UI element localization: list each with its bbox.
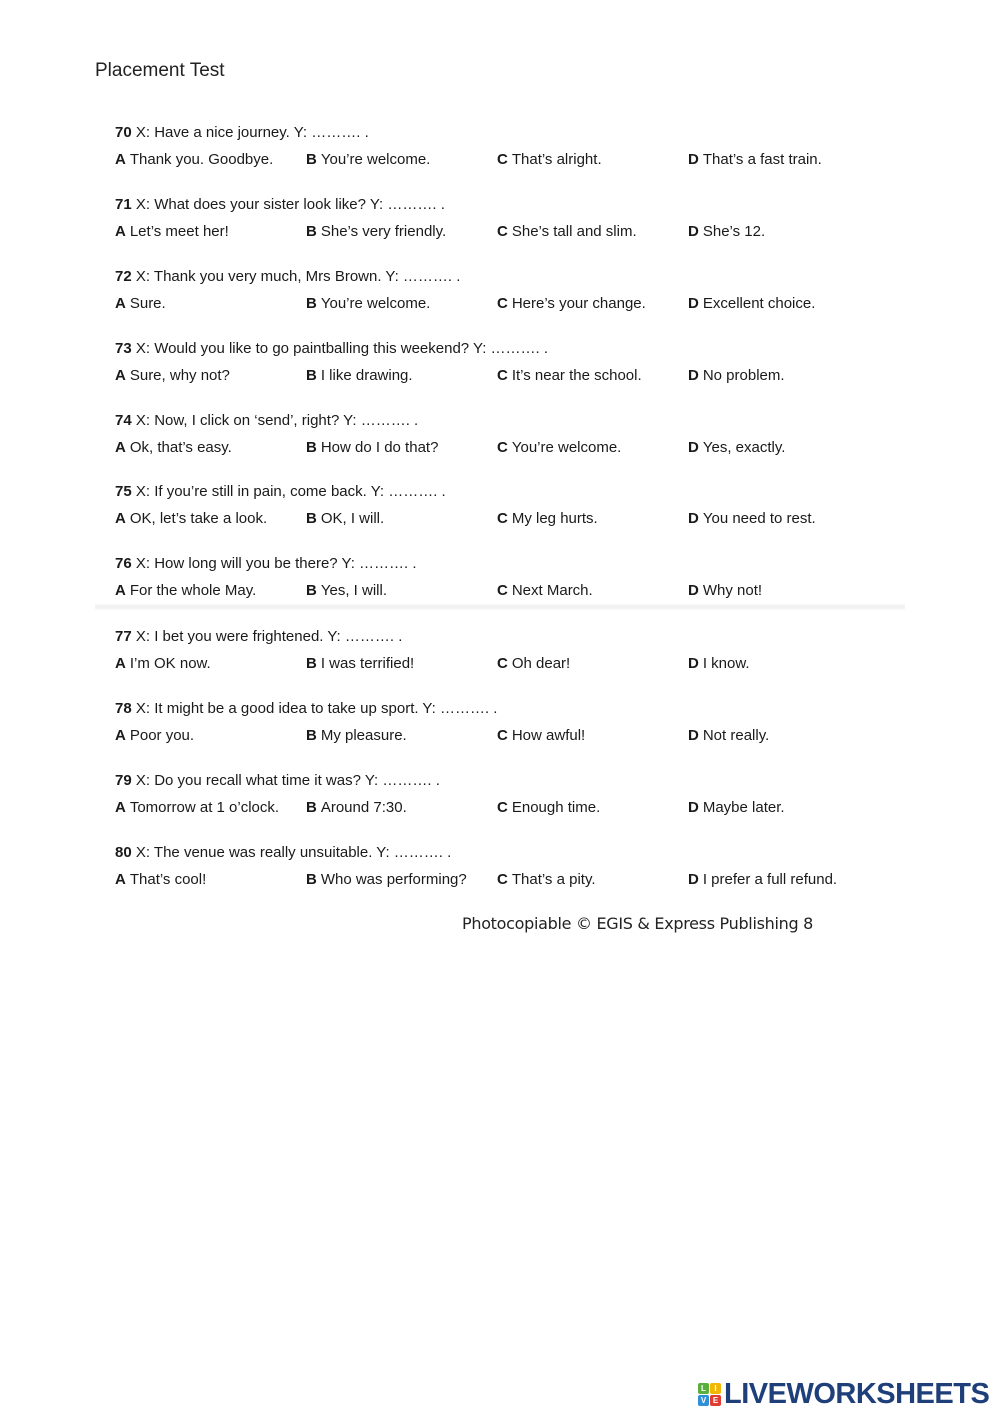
page-divider xyxy=(95,604,905,610)
option-text: Ok, that’s easy. xyxy=(129,439,232,456)
option-text: Thank you. Goodbye. xyxy=(129,151,274,168)
answer-option[interactable] xyxy=(306,655,414,672)
option-letter: C xyxy=(497,439,508,456)
question-prompt xyxy=(115,844,451,861)
question-prompt xyxy=(115,412,418,429)
answer-option[interactable] xyxy=(115,367,230,384)
question-number: 79 xyxy=(115,772,132,789)
logo-badge-letter: I xyxy=(710,1383,721,1394)
option-letter: A xyxy=(115,439,126,456)
question-prompt xyxy=(115,700,497,717)
logo-badge-letter: V xyxy=(698,1395,709,1406)
option-text: That’s a pity. xyxy=(511,871,596,888)
question-text: X: I bet you were frightened. Y: ………. . xyxy=(135,628,403,645)
answer-option[interactable] xyxy=(497,151,602,168)
question-number: 75 xyxy=(115,483,132,500)
answer-option[interactable] xyxy=(115,727,194,744)
question-text: X: Would you like to go paintballing this weekend? Y: ………. . xyxy=(135,340,549,357)
answer-option[interactable] xyxy=(688,510,816,527)
option-text: It’s near the school. xyxy=(511,367,642,384)
option-letter: D xyxy=(688,151,699,168)
question-prompt xyxy=(115,124,369,141)
question-number: 71 xyxy=(115,196,132,213)
option-text: How awful! xyxy=(511,727,586,744)
option-text: No problem. xyxy=(702,367,785,384)
option-letter: D xyxy=(688,439,699,456)
option-letter: B xyxy=(306,223,317,240)
question-item xyxy=(115,412,895,472)
question-item xyxy=(115,340,895,400)
option-text: You need to rest. xyxy=(702,510,816,527)
option-letter: A xyxy=(115,367,126,384)
question-number: 72 xyxy=(115,268,132,285)
answer-option[interactable] xyxy=(115,295,166,312)
logo-wordmark: LIVEWORKSHEETS xyxy=(724,1378,990,1410)
answer-option[interactable] xyxy=(115,151,273,168)
option-text: For the whole May. xyxy=(129,582,257,599)
answer-option[interactable] xyxy=(306,439,438,456)
option-letter: B xyxy=(306,871,317,888)
question-text: X: The venue was really unsuitable. Y: ………. . xyxy=(135,844,452,861)
option-letter: A xyxy=(115,871,126,888)
option-letter: C xyxy=(497,655,508,672)
answer-option[interactable] xyxy=(115,223,229,240)
option-letter: C xyxy=(497,367,508,384)
option-letter: A xyxy=(115,510,126,527)
option-text: OK, let’s take a look. xyxy=(129,510,268,527)
option-letter: B xyxy=(306,367,317,384)
answer-option[interactable] xyxy=(306,367,413,384)
option-text: Next March. xyxy=(511,582,593,599)
option-text: Enough time. xyxy=(511,799,601,816)
option-letter: D xyxy=(688,295,699,312)
answer-option[interactable] xyxy=(688,367,785,384)
question-text: X: It might be a good idea to take up sport. Y: ………. . xyxy=(135,700,498,717)
option-text: Yes, I will. xyxy=(320,582,387,599)
option-letter: A xyxy=(115,151,126,168)
answer-option[interactable] xyxy=(497,871,596,888)
answer-option[interactable] xyxy=(497,223,637,240)
option-text: I was terrified! xyxy=(320,655,415,672)
option-text: Sure. xyxy=(129,295,166,312)
option-text: That’s cool! xyxy=(129,871,207,888)
option-text: I know. xyxy=(702,655,750,672)
option-text: She’s 12. xyxy=(702,223,766,240)
question-number: 73 xyxy=(115,340,132,357)
answer-option[interactable] xyxy=(306,871,467,888)
question-text: X: Thank you very much, Mrs Brown. Y: ………. . xyxy=(135,268,461,285)
question-item xyxy=(115,628,895,688)
option-letter: C xyxy=(497,871,508,888)
copyright-footer: Photocopiable © EGIS & Express Publishing 8 xyxy=(462,914,813,933)
question-prompt xyxy=(115,340,548,357)
question-number: 74 xyxy=(115,412,132,429)
question-item xyxy=(115,844,895,904)
option-text: My pleasure. xyxy=(320,727,407,744)
answer-option[interactable] xyxy=(688,655,750,672)
option-text: She’s very friendly. xyxy=(320,223,447,240)
answer-option[interactable] xyxy=(688,151,822,168)
option-letter: C xyxy=(497,295,508,312)
answer-option[interactable] xyxy=(306,582,387,599)
option-text: Here’s your change. xyxy=(511,295,646,312)
question-prompt xyxy=(115,483,446,500)
option-text: Oh dear! xyxy=(511,655,571,672)
page-title: Placement Test xyxy=(95,60,225,81)
answer-option[interactable] xyxy=(306,510,384,527)
option-letter: D xyxy=(688,223,699,240)
option-text: Excellent choice. xyxy=(702,295,816,312)
answer-option[interactable] xyxy=(497,582,593,599)
answer-option[interactable] xyxy=(306,223,446,240)
question-prompt xyxy=(115,555,417,572)
option-text: You’re welcome. xyxy=(320,295,431,312)
answer-option[interactable] xyxy=(688,439,785,456)
question-item xyxy=(115,483,895,543)
option-text: I like drawing. xyxy=(320,367,413,384)
option-letter: D xyxy=(688,871,699,888)
answer-option[interactable] xyxy=(688,295,815,312)
option-letter: A xyxy=(115,799,126,816)
option-text: I prefer a full refund. xyxy=(702,871,838,888)
option-letter: A xyxy=(115,223,126,240)
option-text: Maybe later. xyxy=(702,799,785,816)
answer-option[interactable] xyxy=(688,871,837,888)
option-letter: D xyxy=(688,367,699,384)
option-letter: B xyxy=(306,655,317,672)
option-text: That’s alright. xyxy=(511,151,602,168)
option-text: Why not! xyxy=(702,582,763,599)
option-letter: A xyxy=(115,727,126,744)
answer-option[interactable] xyxy=(115,439,232,456)
answer-option[interactable] xyxy=(115,655,211,672)
option-letter: C xyxy=(497,582,508,599)
question-number: 78 xyxy=(115,700,132,717)
answer-option[interactable] xyxy=(688,582,762,599)
question-item xyxy=(115,124,895,184)
question-text: X: Have a nice journey. Y: ………. . xyxy=(135,124,369,141)
answer-option[interactable] xyxy=(497,799,600,816)
logo-badge-letter: E xyxy=(710,1395,721,1406)
option-text: She’s tall and slim. xyxy=(511,223,637,240)
option-letter: A xyxy=(115,295,126,312)
question-item xyxy=(115,772,895,832)
question-prompt xyxy=(115,772,440,789)
liveworksheets-logo xyxy=(698,1378,989,1411)
option-letter: D xyxy=(688,727,699,744)
option-text: OK, I will. xyxy=(320,510,385,527)
option-text: My leg hurts. xyxy=(511,510,598,527)
answer-option[interactable] xyxy=(688,727,769,744)
option-letter: C xyxy=(497,510,508,527)
option-letter: C xyxy=(497,727,508,744)
option-text: Let’s meet her! xyxy=(129,223,229,240)
logo-badge-letter: L xyxy=(698,1383,709,1394)
answer-option[interactable] xyxy=(115,799,279,816)
answer-option[interactable] xyxy=(497,655,570,672)
answer-option[interactable] xyxy=(115,871,206,888)
option-letter: D xyxy=(688,582,699,599)
option-letter: B xyxy=(306,582,317,599)
option-text: Not really. xyxy=(702,727,770,744)
option-text: I’m OK now. xyxy=(129,655,211,672)
option-text: That’s a fast train. xyxy=(702,151,822,168)
question-prompt xyxy=(115,196,445,213)
option-text: You’re welcome. xyxy=(320,151,431,168)
option-text: How do I do that? xyxy=(320,439,439,456)
question-item xyxy=(115,700,895,760)
question-text: X: Do you recall what time it was? Y: ………. . xyxy=(135,772,440,789)
option-text: Around 7:30. xyxy=(320,799,407,816)
question-text: X: What does your sister look like? Y: ………. . xyxy=(135,196,445,213)
question-text: X: How long will you be there? Y: ………. . xyxy=(135,555,417,572)
option-text: You’re welcome. xyxy=(511,439,622,456)
option-letter: C xyxy=(497,799,508,816)
answer-option[interactable] xyxy=(115,582,256,599)
answer-option[interactable] xyxy=(688,799,785,816)
question-text: X: If you’re still in pain, come back. Y: ………. . xyxy=(135,483,446,500)
question-prompt xyxy=(115,628,402,645)
option-text: Yes, exactly. xyxy=(702,439,786,456)
option-text: Tomorrow at 1 o’clock. xyxy=(129,799,280,816)
answer-option[interactable] xyxy=(497,367,642,384)
question-text: X: Now, I click on ‘send’, right? Y: ………. . xyxy=(135,412,419,429)
answer-option[interactable] xyxy=(306,151,430,168)
option-letter: B xyxy=(306,510,317,527)
question-number: 77 xyxy=(115,628,132,645)
answer-option[interactable] xyxy=(497,439,621,456)
logo-badge-icon xyxy=(698,1383,721,1406)
option-letter: B xyxy=(306,799,317,816)
option-letter: A xyxy=(115,655,126,672)
option-letter: B xyxy=(306,727,317,744)
option-letter: A xyxy=(115,582,126,599)
option-letter: C xyxy=(497,223,508,240)
question-number: 76 xyxy=(115,555,132,572)
answer-option[interactable] xyxy=(306,799,407,816)
answer-option[interactable] xyxy=(497,510,598,527)
answer-option[interactable] xyxy=(306,727,407,744)
option-text: Poor you. xyxy=(129,727,195,744)
option-letter: C xyxy=(497,151,508,168)
option-text: Who was performing? xyxy=(320,871,467,888)
option-letter: D xyxy=(688,510,699,527)
option-letter: B xyxy=(306,151,317,168)
answer-option[interactable] xyxy=(115,510,267,527)
question-item xyxy=(115,196,895,256)
question-number: 80 xyxy=(115,844,132,861)
question-prompt xyxy=(115,268,460,285)
option-letter: D xyxy=(688,655,699,672)
answer-option[interactable] xyxy=(497,295,646,312)
option-letter: B xyxy=(306,439,317,456)
option-text: Sure, why not? xyxy=(129,367,230,384)
question-number: 70 xyxy=(115,124,132,141)
answer-option[interactable] xyxy=(497,727,585,744)
question-item xyxy=(115,268,895,328)
answer-option[interactable] xyxy=(688,223,765,240)
answer-option[interactable] xyxy=(306,295,430,312)
option-letter: B xyxy=(306,295,317,312)
option-letter: D xyxy=(688,799,699,816)
